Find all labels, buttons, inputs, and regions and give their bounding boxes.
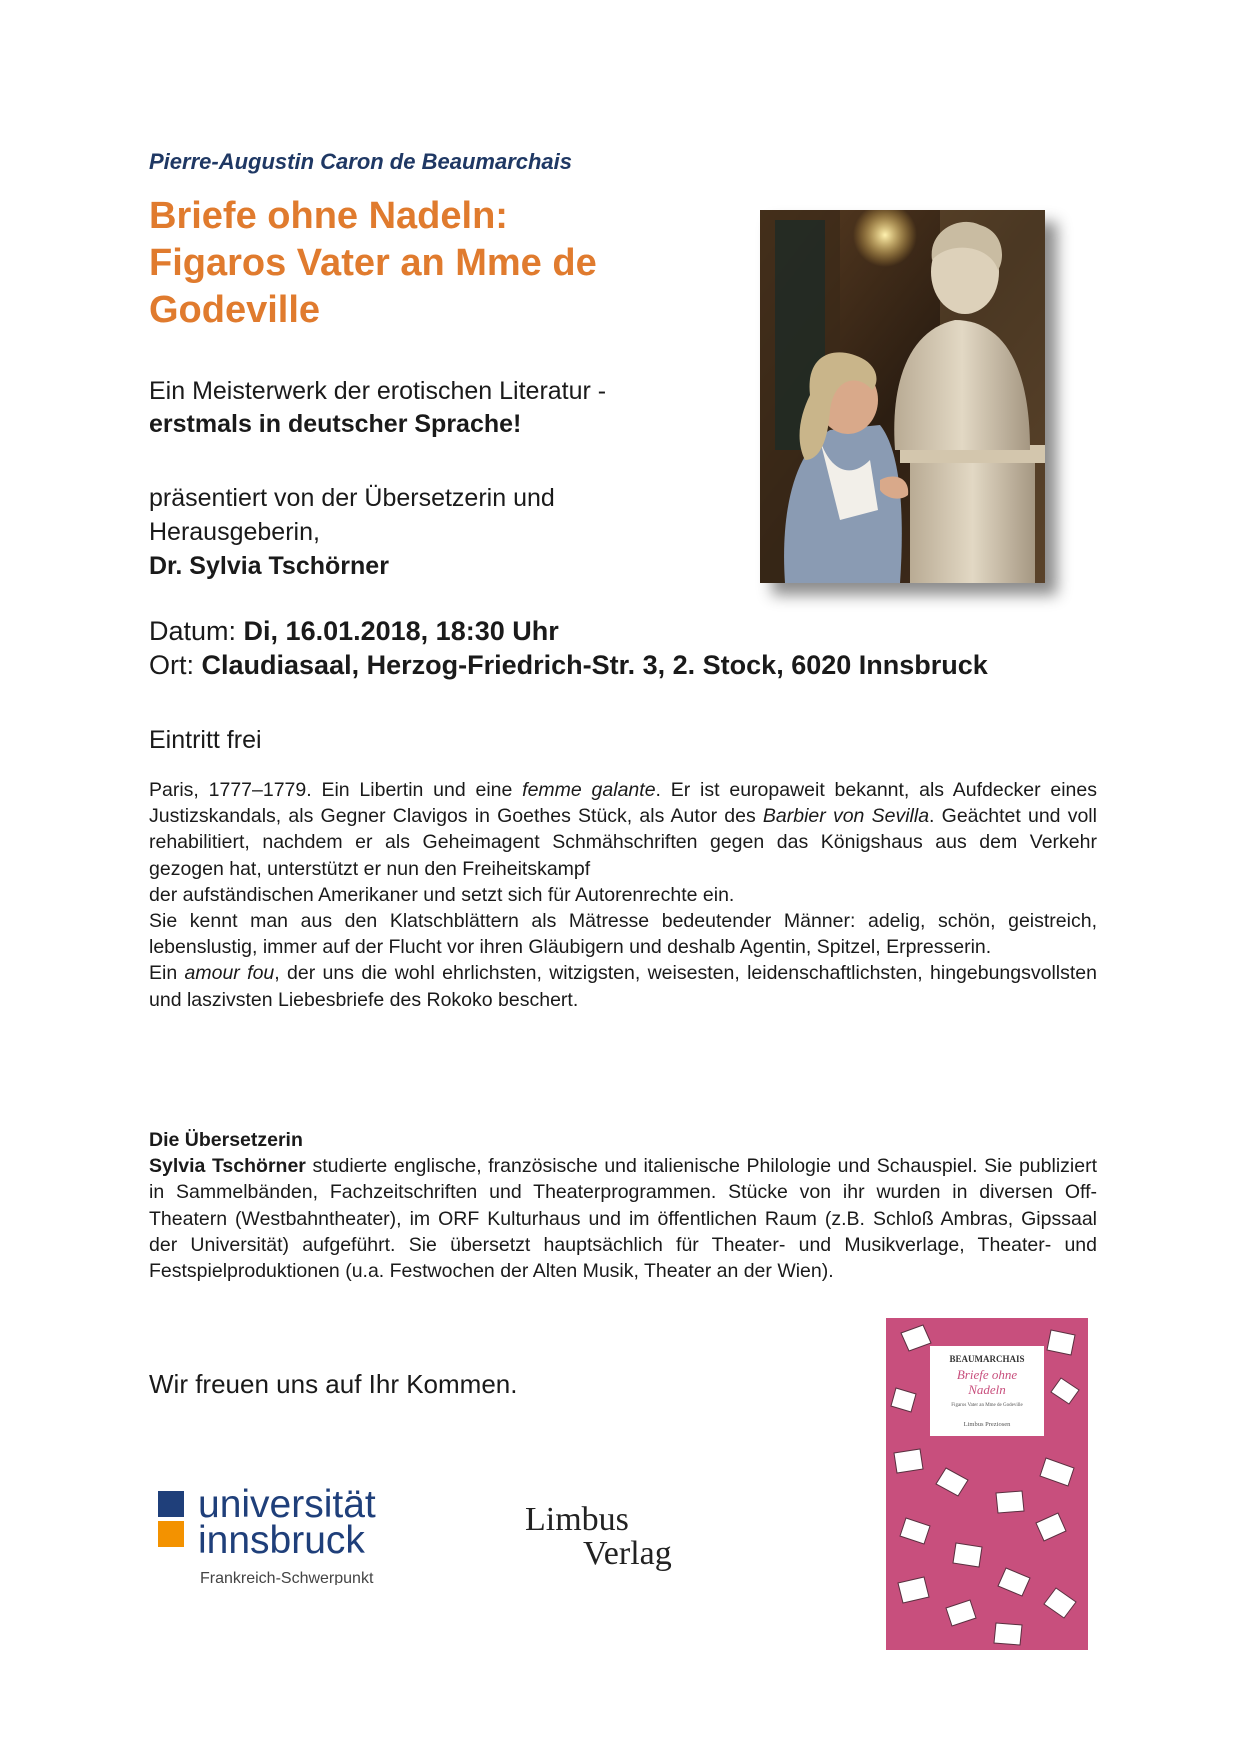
lead-line-1: Ein Meisterwerk der erotischen Literatur - <box>149 377 607 405</box>
lead-text <box>149 375 606 441</box>
closing-line: Wir freuen uns auf Ihr Kommen. <box>149 1369 518 1399</box>
publisher-name-2: Verlag <box>583 1535 672 1572</box>
translator-heading: Die Übersetzerin <box>149 1129 303 1151</box>
datum-label: Datum: <box>149 616 237 646</box>
datum-value: Di, 16.01.2018, 18:30 Uhr <box>243 616 559 646</box>
lead-line-2: erstmals in deutscher Sprache! <box>149 410 522 438</box>
event-location <box>149 648 988 682</box>
uni-name-2: innsbruck <box>198 1519 365 1562</box>
title-line-2: Figaros Vater an Mme de <box>149 242 597 284</box>
presenter-line-2: Herausgeberin, <box>149 518 320 546</box>
photo-bust-image <box>760 210 1045 583</box>
uni-subtitle: Frankreich-Schwerpunkt <box>200 1570 374 1585</box>
author-heading: Pierre-Augustin Caron de Beaumarchais <box>149 149 573 174</box>
translator-name: Sylvia Tschörner <box>149 1155 306 1178</box>
book-cover <box>886 1318 1088 1650</box>
translator-section <box>149 1127 1097 1284</box>
description-paragraph-3: Ein amour fou, der uns die wohl ehrlichsten, witzigsten, weisesten, leidenschaftlichsten, hingebungsvollsten und laszivsten Liebesbriefe des Rokoko beschert. <box>149 962 1097 1011</box>
book-title-1: Briefe ohne <box>956 1367 1018 1382</box>
book-author: BEAUMARCHAIS <box>949 1354 1025 1364</box>
book-cover-art <box>886 1318 1088 1650</box>
ort-label: Ort: <box>149 650 194 680</box>
title-line-1: Briefe ohne Nadeln: <box>149 195 508 237</box>
translator-bio: Sylvia Tschörner studierte englische, französische und italienische Philologie und Schauspiel. Sie publiziert in Sammelbänden, Fachzeitschriften und Theaterprogrammen. Stücke von ihr wurden in diversen Off-Theatern (Westbahntheater), im ORF Kulturhaus und im öffentlichen Raum (z.B. Schloß Ambras, Gipssaal der Universität) aufgeführt. Sie übersetzt hauptsächlich für Theater- und Musikverlage, Theater- und Festspielproduktionen (u.a. Festwochen der Alten Musik, Theater an der Wien). <box>149 1155 1097 1283</box>
photo-bust <box>760 210 1045 583</box>
description-paragraph-1: Paris, 1777–1779. Ein Libertin und eine femme galante. Er ist europaweit bekannt, als Aufdecker eines Justizskandals, als Gegner Clavigos in Goethes Stück, als Autor des Barbier von Sevilla. Geächtet und voll rehabilitiert, nachdem er als Geheimagent Schmähschriften gegen das Königshaus aus dem Verkehr gezogen hat, unterstützt er nun den Freiheitskampf <box>149 779 1097 880</box>
presenter-line-1: präsentiert von der Übersetzerin und <box>149 484 555 512</box>
uni-name-1: universität <box>198 1483 376 1526</box>
book-title-2: Nadeln <box>968 1382 1006 1397</box>
university-logo <box>158 1475 428 1585</box>
ort-value: Claudiasaal, Herzog-Friedrich-Str. 3, 2. Stock, 6020 Innsbruck <box>201 650 988 680</box>
publisher-name-1: Limbus <box>525 1501 629 1538</box>
event-title <box>149 193 709 334</box>
title-line-3: Godeville <box>149 289 321 331</box>
description-paragraph-2: Sie kennt man aus den Klatschblättern als Mätresse bedeutender Männer: adelig, schön, geistreich, lebenslustig, immer auf der Flucht vor ihren Gläubigern und deshalb Agentin, Spitzel, Erpresserin. <box>149 910 1097 959</box>
event-date <box>149 614 559 648</box>
description <box>149 777 1097 1013</box>
presenter-name: Dr. Sylvia Tschörner <box>149 552 389 580</box>
entry-info: Eintritt frei <box>149 726 262 754</box>
book-subtitle: Figaros Vater an Mme de Godeville <box>951 1403 1023 1408</box>
publisher-logo <box>523 1492 693 1577</box>
description-paragraph-1-end: der aufständischen Amerikaner und setzt sich für Autorenrechte ein. <box>149 883 735 906</box>
presenter-block <box>149 481 555 583</box>
book-series: Limbus Preziosen <box>963 1421 1011 1428</box>
